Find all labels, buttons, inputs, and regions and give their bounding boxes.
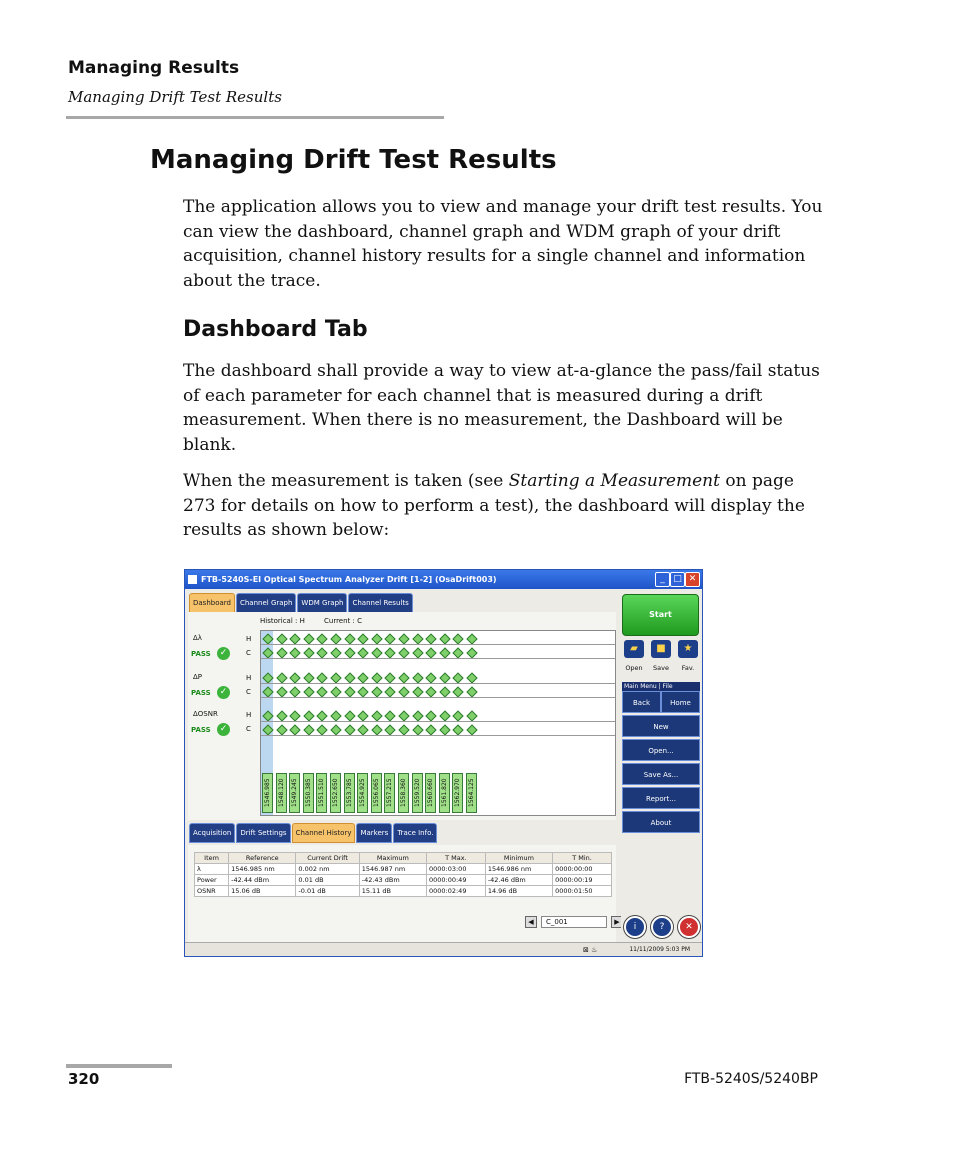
dashboard-grid[interactable] [260,630,616,816]
table-cell: -42.46 dBm [485,875,552,886]
status-dot [344,672,355,683]
starting-measurement-link[interactable]: Starting a Measurement [508,471,720,491]
maximize-icon[interactable]: □ [670,572,685,587]
dashboard-panel [188,612,616,820]
table-cell: 0000:03:00 [426,864,485,875]
status-dot [426,633,437,644]
table-cell: 14.96 dB [485,886,552,897]
channel-history-panel [188,845,620,943]
table-header: T Max. [426,853,485,864]
status-dot [426,647,437,658]
table-cell: 0.002 nm [296,864,359,875]
status-dot [453,710,464,721]
table-header: Minimum [485,853,552,864]
table-header: Reference [229,853,296,864]
top-tab-3[interactable]: Channel Results [348,593,412,613]
status-dot [344,647,355,658]
table-cell: Power [195,875,229,886]
row-label: H [246,674,252,682]
window-titlebar [185,570,702,589]
table-header: Current Drift [296,853,359,864]
status-dot [290,647,301,658]
pass-check-icon: ✓ [217,723,230,736]
status-dot [276,710,287,721]
back-button[interactable]: Back [622,691,661,713]
channel-label[interactable]: 1550.385 [303,773,314,813]
status-dot [330,672,341,683]
bottom-tab-2[interactable]: Channel History [292,823,356,843]
status-dot [303,672,314,683]
status-dot [412,647,423,658]
channel-label[interactable]: 1559.520 [412,773,423,813]
table-header: T Min. [553,853,612,864]
channel-label[interactable]: 1552.650 [330,773,341,813]
table-row [195,875,612,886]
table-cell: 0000:00:49 [426,875,485,886]
grid-line [261,658,615,659]
footer-model: FTB-5240S/5240BP [684,1071,818,1087]
status-dot [466,724,477,735]
status-dot [385,686,396,697]
channel-selector-value: C_001 [541,916,607,928]
status-dot [398,647,409,658]
menu-item[interactable]: Report... [622,787,700,809]
status-dot [290,672,301,683]
table-cell: 1546.985 nm [229,864,296,875]
table-cell: 15.06 dB [229,886,296,897]
status-dot [398,633,409,644]
app-icon [188,575,197,584]
status-dot [344,686,355,697]
status-dot [439,686,450,697]
channel-label[interactable]: 1560.660 [425,773,436,813]
status-dot [426,710,437,721]
row-label: C [246,649,251,657]
status-bar [185,942,702,957]
menu-item[interactable]: New [622,715,700,737]
status-dot [276,724,287,735]
status-datetime: 11/11/2009 5:03 PM [629,946,690,953]
param-name: Δλ [193,634,202,642]
status-dot [330,724,341,735]
channel-history-table [194,852,612,897]
footer-rule [66,1064,172,1068]
minimize-icon[interactable]: _ [655,572,670,587]
status-dot [439,672,450,683]
row-label: C [246,688,251,696]
row-label: C [246,725,251,733]
status-dot [426,686,437,697]
status-dot [453,633,464,644]
menu-item[interactable]: Open... [622,739,700,761]
save-disk-icon[interactable]: ■ [651,640,671,658]
status-dot [358,672,369,683]
status-dot [371,710,382,721]
table-row [195,864,612,875]
open-folder-icon[interactable]: ▰ [624,640,644,658]
top-tab-1[interactable]: Channel Graph [236,593,296,613]
pass-check-icon: ✓ [217,647,230,660]
pass-status: PASS [191,726,211,734]
channel-label[interactable]: 1558.360 [398,773,409,813]
status-dot [398,686,409,697]
status-dot [412,672,423,683]
status-dot [290,710,301,721]
grid-line [261,683,615,684]
table-cell: 0000:02:49 [426,886,485,897]
pass-check-icon: ✓ [217,686,230,699]
channel-label[interactable]: 1546.985 [262,773,273,813]
status-dot [412,633,423,644]
running-header-section: Managing Results [68,58,240,78]
status-dot [385,647,396,658]
status-dot [426,672,437,683]
status-dot [317,686,328,697]
table-cell: OSNR [195,886,229,897]
status-dot [276,686,287,697]
status-dot [303,633,314,644]
status-dot [358,710,369,721]
channel-label[interactable]: 1554.925 [357,773,368,813]
bottom-tab-1[interactable]: Drift Settings [236,823,290,843]
status-dot [358,724,369,735]
close-icon[interactable]: ✕ [685,572,700,587]
status-dot [317,633,328,644]
status-dot [276,633,287,644]
status-dot [344,633,355,644]
status-dot [330,647,341,658]
status-dot [371,724,382,735]
param-name: ΔP [193,673,203,681]
status-dot [344,710,355,721]
param-name: ΔOSNR [193,710,218,718]
status-dot [439,633,450,644]
table-header: Item [195,853,229,864]
channel-label[interactable]: 1561.820 [439,773,450,813]
bottom-tab-0[interactable]: Acquisition [189,823,235,843]
bottom-tab-4[interactable]: Trace Info. [393,823,437,843]
table-header: Maximum [359,853,426,864]
status-dot [358,647,369,658]
table-cell: 1546.986 nm [485,864,552,875]
prev-channel-icon[interactable]: ◀ [525,916,537,928]
status-dot [453,672,464,683]
channel-label[interactable]: 1553.785 [344,773,355,813]
favorite-star-icon[interactable]: ★ [678,640,698,658]
measurement-paragraph [183,469,823,543]
table-cell: -42.43 dBm [359,875,426,886]
grid-line [261,735,615,736]
status-dot [371,672,382,683]
table-cell: 0000:01:50 [553,886,612,897]
channel-label[interactable]: 1548.120 [276,773,287,813]
channel-label[interactable]: 1564.125 [466,773,477,813]
row-label: H [246,635,252,643]
status-dot [290,686,301,697]
menu-item[interactable]: About [622,811,700,833]
status-dot [385,724,396,735]
status-dot [466,672,477,683]
status-dot [290,633,301,644]
bottom-tab-3[interactable]: Markers [356,823,392,843]
grid-line [261,697,615,698]
right-panel [621,592,701,932]
status-dot [453,724,464,735]
channel-label[interactable]: 1557.215 [384,773,395,813]
status-dot [290,724,301,735]
status-dot [466,710,477,721]
status-dot [344,724,355,735]
status-dot [276,647,287,658]
next-channel-icon[interactable]: ▶ [611,916,623,928]
status-dot [371,633,382,644]
status-dot [358,686,369,697]
status-dot [398,710,409,721]
table-cell: 0000:00:19 [553,875,612,886]
measure-text-after: on page 273 for details on how to perform a test), the dashboard will display the results as shown below: [183,471,805,540]
status-dot [439,724,450,735]
open-label: Open [625,664,643,672]
status-dot [385,633,396,644]
status-dot [398,724,409,735]
pass-status: PASS [191,689,211,697]
table-cell: λ [195,864,229,875]
running-header-subsection: Managing Drift Test Results [68,88,282,106]
top-tabs [189,593,414,613]
menu-item[interactable]: Save As... [622,763,700,785]
status-dot [330,710,341,721]
table-cell: 15.11 dB [359,886,426,897]
header-rule [66,116,444,119]
status-dot [453,686,464,697]
status-dot [317,724,328,735]
status-dot [412,686,423,697]
exit-icon[interactable]: ✕ [678,916,700,938]
channel-label[interactable]: 1551.510 [316,773,327,813]
status-dot [385,672,396,683]
historical-label: Historical : H [260,617,305,625]
pass-status: PASS [191,650,211,658]
status-dot [398,672,409,683]
dashboard-paragraph: The dashboard shall provide a way to view at-a-glance the pass/fail status of each parameter for each channel that is measured during a drift measurement. When there is no measurement, the Dashboard will be blank. [183,361,820,455]
status-dot [439,710,450,721]
table-cell: -42.44 dBm [229,875,296,886]
page-number: 320 [68,1070,100,1088]
status-dot [466,633,477,644]
status-icons: ⊠ ♨ [583,946,598,954]
fav-label: Fav. [681,664,695,672]
grid-line [261,721,615,722]
status-dot [330,686,341,697]
page-title: Managing Drift Test Results [150,145,557,175]
window-title: FTB-5240S-EI Optical Spectrum Analyzer Drift [1-2] (OsaDrift003) [201,575,497,584]
top-tab-0[interactable]: Dashboard [189,593,235,613]
channel-selector[interactable] [525,916,623,928]
status-dot [276,672,287,683]
main-menu-header: Main Menu | File [622,682,700,691]
row-label: H [246,711,252,719]
status-dot [303,710,314,721]
table-cell: 0000:00:00 [553,864,612,875]
status-dot [466,686,477,697]
status-dot [330,633,341,644]
channel-label[interactable]: 1562.970 [452,773,463,813]
bottom-tabs [189,823,438,843]
top-tab-2[interactable]: WDM Graph [297,593,347,613]
measure-text-before: When the measurement is taken (see [183,471,509,491]
channel-label[interactable]: 1549.245 [289,773,300,813]
grid-line [261,644,615,645]
table-cell: 1546.987 nm [359,864,426,875]
status-dot [385,710,396,721]
status-dot [466,647,477,658]
current-label: Current : C [324,617,362,625]
status-dot [426,724,437,735]
status-dot [412,710,423,721]
status-dot [317,647,328,658]
status-dot [439,647,450,658]
status-dot [317,710,328,721]
intro-paragraph: The application allows you to view and manage your drift test results. You can view the dashboard, channel graph and WDM graph of your drift acquisition, channel history results for a single channel and information about the trace. [183,197,823,291]
status-dot [371,647,382,658]
info-icon[interactable]: i [624,916,646,938]
table-cell: 0.01 dB [296,875,359,886]
channel-label[interactable]: 1556.065 [371,773,382,813]
status-dot [412,724,423,735]
status-dot [371,686,382,697]
status-dot [303,686,314,697]
status-dot [453,647,464,658]
table-row [195,886,612,897]
status-dot [303,724,314,735]
status-dot [317,672,328,683]
status-dot [303,647,314,658]
status-dot [358,633,369,644]
start-button[interactable]: Start [622,594,699,636]
home-button[interactable]: Home [661,691,700,713]
save-label: Save [653,664,669,672]
app-window [184,569,703,957]
dashboard-heading: Dashboard Tab [183,317,368,342]
help-icon[interactable]: ? [651,916,673,938]
table-cell: -0.01 dB [296,886,359,897]
